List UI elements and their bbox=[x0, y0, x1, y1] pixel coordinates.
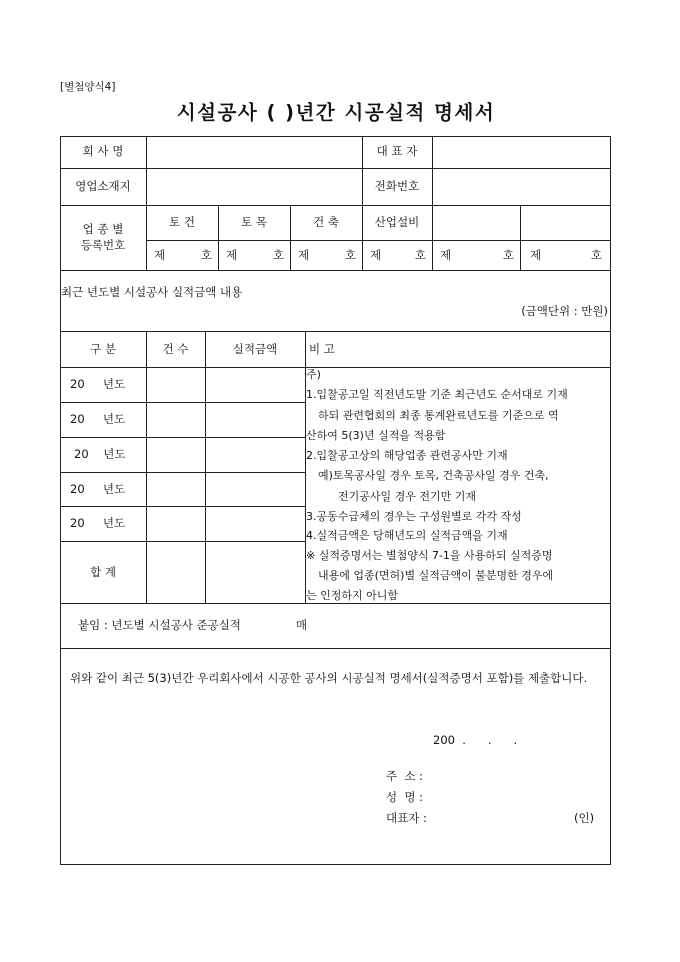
type-civil: 토 목 bbox=[241, 215, 267, 229]
note-line: 3.공동수급체의 경우는 구성원별로 각각 작성 bbox=[306, 510, 522, 523]
note-line: 산하여 5(3)년 실적을 적용함 bbox=[306, 429, 446, 442]
reg-prefix: 제 bbox=[298, 248, 310, 262]
attachment-unit: 매 bbox=[296, 618, 308, 632]
reg-prefix: 제 bbox=[530, 248, 542, 262]
note-line: 2.입찰공고상의 해당업종 관련공사만 기재 bbox=[306, 449, 508, 462]
reg-suffix: 호 bbox=[344, 248, 356, 262]
total-label: 합 계 bbox=[90, 565, 116, 579]
section-title: 최근 년도별 시설공사 실적금액 내용 bbox=[61, 285, 243, 299]
reg-suffix: 호 bbox=[414, 248, 426, 262]
note-line: 주) bbox=[306, 368, 321, 381]
year-row: 20 년도 bbox=[70, 377, 126, 391]
year-row: 20 년도 bbox=[74, 447, 126, 461]
business-type-label: 업 종 별 bbox=[82, 222, 124, 236]
reg-suffix: 호 bbox=[502, 248, 514, 262]
type-industrial: 산업설비 bbox=[374, 215, 420, 229]
reg-prefix: 제 bbox=[440, 248, 452, 262]
page-title: 시설공사 ( )년간 시공실적 명세서 bbox=[176, 101, 496, 124]
reg-suffix: 호 bbox=[590, 248, 602, 262]
header-remarks: 비 고 bbox=[309, 342, 335, 356]
note-line: 전기공사일 경우 전기만 기재 bbox=[338, 490, 477, 503]
header-count: 건 수 bbox=[162, 342, 189, 356]
note-line: 4.실적금액은 당해년도의 실적금액을 기재 bbox=[306, 529, 508, 542]
header-category: 구 분 bbox=[90, 342, 116, 356]
header-amount: 실적금액 bbox=[232, 342, 278, 356]
note-line: 내용에 업종(면허)별 실적금액이 불분명한 경우에 bbox=[318, 569, 554, 582]
form-tag: [별첨양식4] bbox=[60, 81, 116, 93]
reg-prefix: 제 bbox=[370, 248, 382, 262]
date-line: 200 . . . bbox=[433, 733, 518, 747]
reg-prefix: 제 bbox=[226, 248, 238, 262]
unit-note: (금액단위 : 만원) bbox=[521, 304, 608, 318]
reg-prefix: 제 bbox=[154, 248, 166, 262]
note-line: 1.입찰공고일 직전년도말 기준 최근년도 순서대로 기재 bbox=[306, 388, 568, 401]
representative-label: 대 표 자 bbox=[376, 144, 418, 158]
note-line: 는 인정하지 아니함 bbox=[306, 589, 399, 602]
type-civil-architecture: 토 건 bbox=[169, 215, 195, 229]
address-label: 영업소재지 bbox=[75, 179, 131, 193]
reg-suffix: 호 bbox=[272, 248, 284, 262]
declaration-text: 위와 같이 최근 5(3)년간 우리회사에서 시공한 공사의 시공실적 명세서(실적증명서 포함)를 제출합니다. bbox=[70, 671, 588, 685]
reg-suffix: 호 bbox=[200, 248, 212, 262]
year-row: 20 년도 bbox=[70, 412, 126, 426]
seal-mark: (인) bbox=[574, 811, 595, 825]
attachment-label: 붙임 : 년도별 시설공사 준공실적 bbox=[78, 618, 241, 632]
note-line: 하되 관련협회의 최종 통계완료년도를 기준으로 역 bbox=[318, 409, 559, 422]
phone-label: 전화번호 bbox=[374, 179, 420, 193]
registration-number-label: 등록번호 bbox=[80, 238, 126, 252]
note-line: ※ 실적증명서는 별첨양식 7-1을 사용하되 실적증명 bbox=[306, 549, 553, 562]
company-name-label: 회 사 명 bbox=[82, 144, 124, 158]
year-row: 20 년도 bbox=[70, 516, 126, 530]
type-architecture: 건 축 bbox=[313, 215, 339, 229]
year-row: 20 년도 bbox=[70, 482, 126, 496]
note-line: 예)토목공사일 경우 토목, 건축공사일 경우 건축, bbox=[318, 469, 549, 482]
signature-name-label: 성 명 : bbox=[386, 790, 424, 804]
signature-address-label: 주 소 : bbox=[386, 769, 424, 783]
signature-rep-label: 대표자 : bbox=[386, 811, 427, 825]
